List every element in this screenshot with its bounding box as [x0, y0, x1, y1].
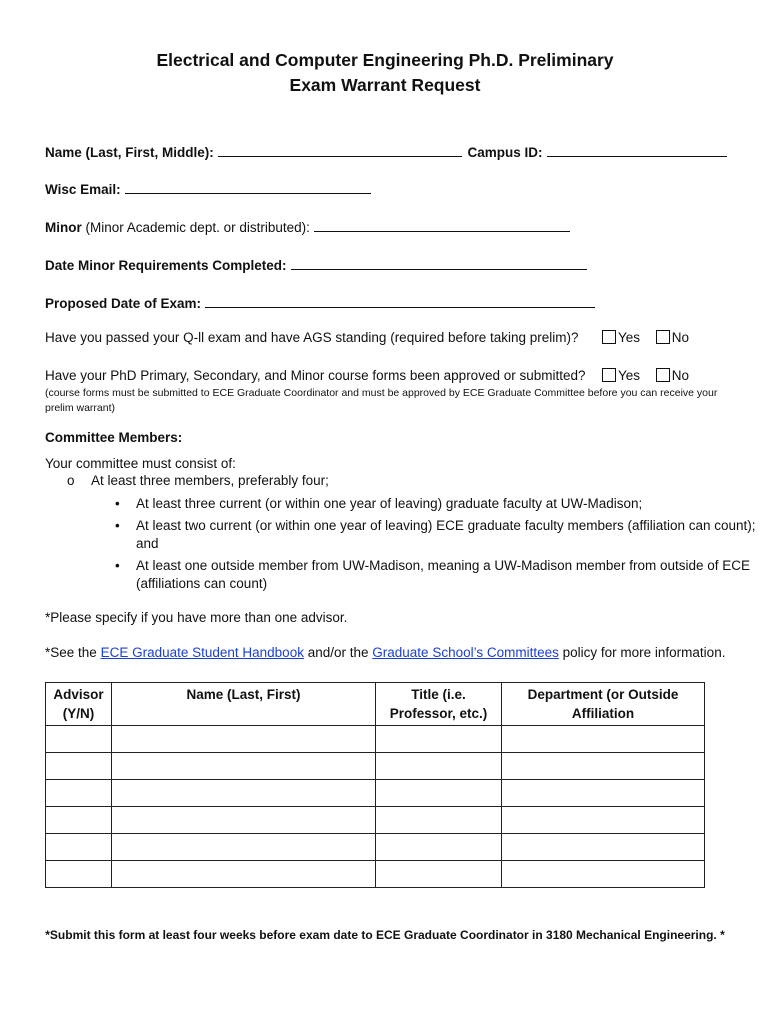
minor-input[interactable] [314, 216, 570, 232]
q2-yes-checkbox[interactable] [602, 368, 616, 382]
see-prefix: *See the [45, 645, 97, 660]
name-cell[interactable] [112, 726, 376, 753]
name-cell[interactable] [112, 834, 376, 861]
name-cell[interactable] [112, 753, 376, 780]
committee-rule-2-line1: At least two current (or within one year of leaving) ECE graduate faculty members (affiliation can count); [136, 518, 756, 533]
level1-bullet: o [67, 473, 75, 488]
course-forms-question [45, 368, 586, 383]
exam-date-label: Proposed Date of Exam: [45, 296, 202, 311]
q2-options [602, 368, 689, 383]
grad-school-committees-link[interactable]: Graduate School’s Committees [372, 645, 559, 660]
title-cell[interactable] [376, 861, 502, 888]
course-forms-note-line1: (course forms must be submitted to ECE Graduate Coordinator and must be approved by ECE Graduate Committee before you can receive your [45, 387, 718, 399]
ece-handbook-link[interactable]: ECE Graduate Student Handbook [100, 645, 304, 660]
q1-no-label: No [671, 330, 690, 345]
committee-size-rule: At least three members, preferably four; [91, 473, 329, 488]
q1-text: Have you passed your Q-ll exam and have AGS standing (required before taking prelim)? [45, 330, 579, 345]
qualifying-exam-question [45, 330, 579, 345]
date-minor-input[interactable] [291, 254, 587, 270]
table-row [46, 726, 705, 753]
advisor-cell[interactable] [46, 807, 112, 834]
advisor-cell[interactable] [46, 753, 112, 780]
bullet-1: • [115, 496, 120, 511]
email-input[interactable] [125, 178, 371, 194]
exam-date-field-row [45, 292, 595, 311]
committee-table [45, 682, 705, 888]
date-minor-field-row [45, 254, 587, 273]
q2-no-label: No [671, 368, 690, 383]
table-row [46, 861, 705, 888]
table-row [46, 807, 705, 834]
q1-yes-checkbox[interactable] [602, 330, 616, 344]
course-forms-note-line2: prelim warrant) [45, 402, 116, 414]
q1-no-checkbox[interactable] [656, 330, 670, 344]
title-cell[interactable] [376, 834, 502, 861]
advisor-note: *Please specify if you have more than one advisor. [45, 610, 348, 625]
title-cell[interactable] [376, 807, 502, 834]
department-cell[interactable] [502, 834, 705, 861]
q1-yes-label: Yes [618, 330, 641, 345]
committee-rule-2-line2: and [136, 536, 159, 551]
name-column-header: Name (Last, First) [112, 683, 376, 726]
department-column-header: Department (or Outside Affiliation [502, 683, 705, 726]
committee-heading: Committee Members: [45, 430, 183, 445]
department-cell[interactable] [502, 861, 705, 888]
advisor-cell[interactable] [46, 726, 112, 753]
table-row [46, 780, 705, 807]
name-field-row [45, 141, 727, 160]
email-label: Wisc Email: [45, 182, 121, 197]
minor-label-bold: Minor [45, 220, 82, 235]
q2-no-checkbox[interactable] [656, 368, 670, 382]
table-row [46, 753, 705, 780]
exam-date-input[interactable] [205, 292, 595, 308]
see-more-info [45, 645, 725, 660]
committee-rule-3-line1: At least one outside member from UW-Madison, meaning a UW-Madison member from outside of ECE [136, 558, 750, 573]
committee-table-body [46, 726, 705, 888]
date-minor-label: Date Minor Requirements Completed: [45, 258, 287, 273]
form-title-line2: Exam Warrant Request [289, 75, 481, 95]
bullet-3: • [115, 558, 120, 573]
title-cell[interactable] [376, 780, 502, 807]
committee-rule-1: At least three current (or within one year of leaving) graduate faculty at UW-Madison; [136, 496, 643, 511]
advisor-column-header: Advisor (Y/N) [46, 683, 112, 726]
name-cell[interactable] [112, 780, 376, 807]
name-label: Name (Last, First, Middle): [45, 145, 214, 160]
name-cell[interactable] [112, 861, 376, 888]
q2-text: Have your PhD Primary, Secondary, and Minor course forms been approved or submitted? [45, 368, 586, 383]
campus-id-label: Campus ID: [467, 145, 543, 160]
advisor-cell[interactable] [46, 861, 112, 888]
email-field-row [45, 178, 371, 197]
minor-label-detail: (Minor Academic dept. or distributed): [85, 220, 310, 235]
minor-field-row [45, 216, 570, 235]
form-title-line1: Electrical and Computer Engineering Ph.D. Preliminary [156, 50, 614, 70]
submission-note: *Submit this form at least four weeks before exam date to ECE Graduate Coordinator in 3180 Mechanical Engineering. * [45, 928, 725, 942]
see-middle: and/or the [307, 645, 369, 660]
bullet-2: • [115, 518, 120, 533]
name-cell[interactable] [112, 807, 376, 834]
title-cell[interactable] [376, 726, 502, 753]
table-row [46, 834, 705, 861]
q1-options [602, 330, 689, 345]
table-header-row [46, 683, 705, 726]
committee-rule-3-line2: (affiliations can count) [136, 576, 268, 591]
department-cell[interactable] [502, 807, 705, 834]
title-column-header: Title (i.e. Professor, etc.) [376, 683, 502, 726]
department-cell[interactable] [502, 753, 705, 780]
q2-yes-label: Yes [618, 368, 641, 383]
committee-intro: Your committee must consist of: [45, 456, 236, 471]
department-cell[interactable] [502, 726, 705, 753]
name-input[interactable] [218, 141, 462, 157]
advisor-cell[interactable] [46, 834, 112, 861]
department-cell[interactable] [502, 780, 705, 807]
title-cell[interactable] [376, 753, 502, 780]
advisor-cell[interactable] [46, 780, 112, 807]
campus-id-input[interactable] [547, 141, 727, 157]
see-suffix: policy for more information. [562, 645, 726, 660]
